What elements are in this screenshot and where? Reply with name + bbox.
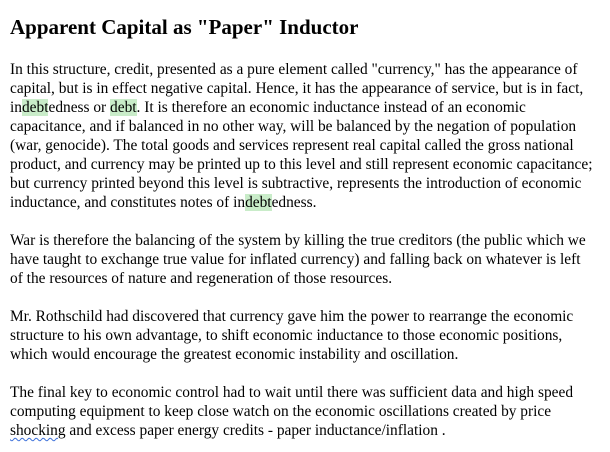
document-title: Apparent Capital as "Paper" Inductor [10,15,359,39]
spellcheck-word[interactable]: shocking [10,422,66,439]
search-highlight: debt [21,99,49,116]
paragraph-1 [10,60,594,212]
paragraph-4 [10,383,594,440]
paragraph-1-text-c: . It is therefore an economic inductance instead of an economic capacitance, and if balanced in no other way, will be balanced by the negation of population (war, genocide). The total goods and services represent real capital called the gross national product, and currency may be printed up to this level and still represent economic capacitance; but currency printed beyond this level is subtractive, represents the introduction of economic inductance, and constitutes notes of in [10,99,593,211]
paragraph-1-text-d: edness. [271,194,317,211]
paragraph-4-text-b: and excess paper energy credits - paper inductance/inflation . [65,422,446,439]
paragraph-3: Mr. Rothschild had discovered that currency gave him the power to rearrange the economic structure to his own advantage, to shift economic inductance to those economic positions, which would encourage the greatest economic instability and oscillation. [10,308,574,363]
paragraph-4-text-a: The final key to economic control had to wait until there was sufficient data and high speed computing equipment to keep close watch on the economic oscillations created by price [10,384,574,420]
search-highlight: debt [110,99,137,116]
paragraph-1-text-a: In this structure, credit, presented as a pure element called "currency," has the appearance of capital, but is in effect negative capital. Hence, it has the appearance of service, but is in fact, in [10,61,584,116]
paragraph-1-text-b: edness or [48,99,111,116]
search-highlight: debt [245,194,272,211]
paragraph-2: War is therefore the balancing of the system by killing the true creditors (the public which we have taught to exchange true value for inflated currency) and falling back on whatever is left of the resources of nature and regeneration of those resources. [10,232,586,287]
